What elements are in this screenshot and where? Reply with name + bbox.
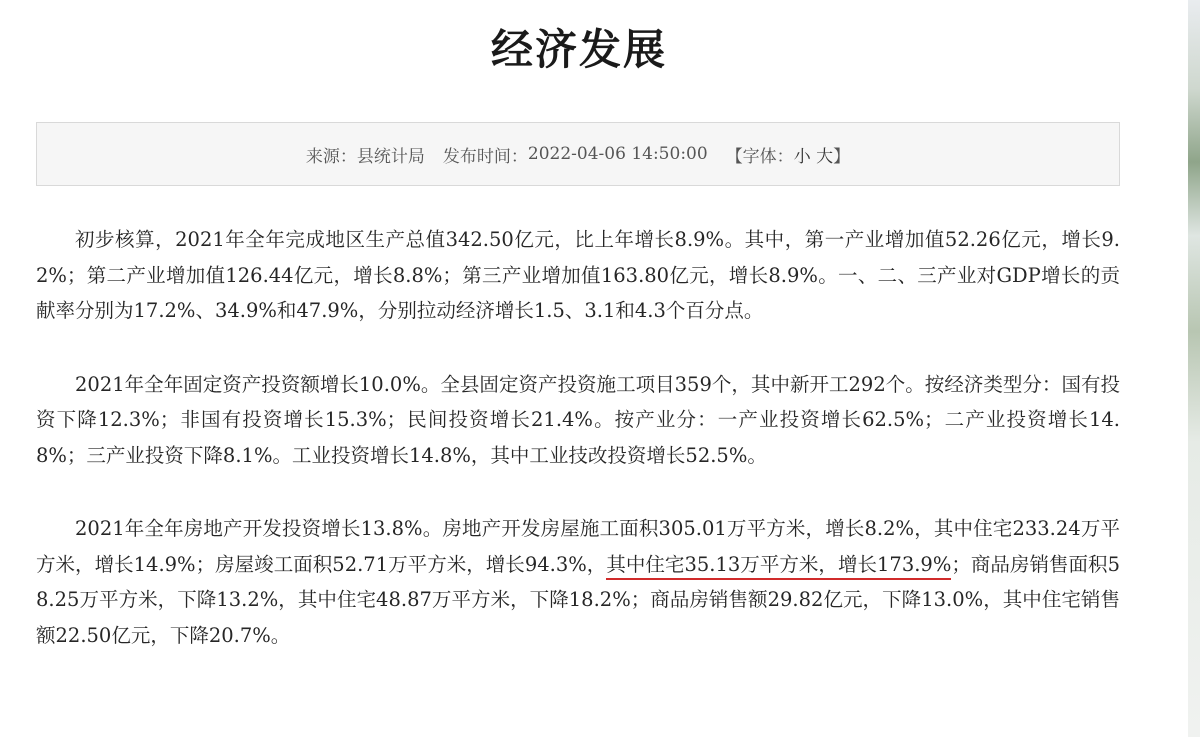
font-size-close-bracket: 】: [833, 146, 851, 167]
highlighted-housing-completion: 其中住宅35.13万平方米，增长173.9%: [606, 553, 951, 580]
font-size-label: 【字体：: [725, 146, 794, 167]
real-estate-text-before: 2021年全年房地产开发投资增长13.8%。房地产开发房屋施工面积305.01万平方米，增长8.2%，其中住宅233.24万平方米，增长14.9%；房屋竣工面积52.71万平方米，增长94.3%，: [36, 517, 1120, 576]
article-paragraph-real-estate: [36, 511, 1120, 653]
source-label: 来源：: [305, 146, 357, 167]
article-paragraph-investment: 2021年全年固定资产投资额增长10.0%。全县固定资产投资施工项目359个，其中新开工292个。按经济类型分：国有投资下降12.3%；非国有投资增长15.3%；民间投资增长21.4%。按产业分：一产业投资增长62.5%；二产业投资增长14.8%；三产业投资下降8.1%。工业投资增长14.8%，其中工业技改投资增长52.5%。: [36, 372, 1120, 467]
article-meta-bar: [36, 122, 1120, 186]
source-value: 县统计局: [356, 146, 425, 167]
background-image-edge: [1188, 0, 1200, 737]
article-paragraph-gdp: 初步核算，2021年全年完成地区生产总值342.50亿元，比上年增长8.9%。其中，第一产业增加值52.26亿元，增长9.2%；第二产业增加值126.44亿元，增长8.8%；第三产业增加值163.80亿元，增长8.9%。一、二、三产业对GDP增长的贡献率分别为17.2%、34.9%和47.9%，分别拉动经济增长1.5、3.1和4.3个百分点。: [36, 228, 1120, 322]
font-small-button[interactable]: 小: [793, 146, 811, 167]
page-title: 经济发展: [490, 25, 667, 74]
publish-time-label: 发布时间：: [442, 146, 528, 167]
publish-time-value: 2022-04-06 14:50:00: [527, 144, 708, 164]
article-body: [36, 222, 1120, 691]
real-estate-text-after: ；商品房销售面积58.25万平方米，下降13.2%，其中住宅48.87万平方米，下降18.2%；商品房销售额29.82亿元，下降13.0%，其中住宅销售额22.50亿元，下降20.7%。: [36, 552, 1120, 647]
font-large-button[interactable]: 大: [816, 146, 834, 167]
